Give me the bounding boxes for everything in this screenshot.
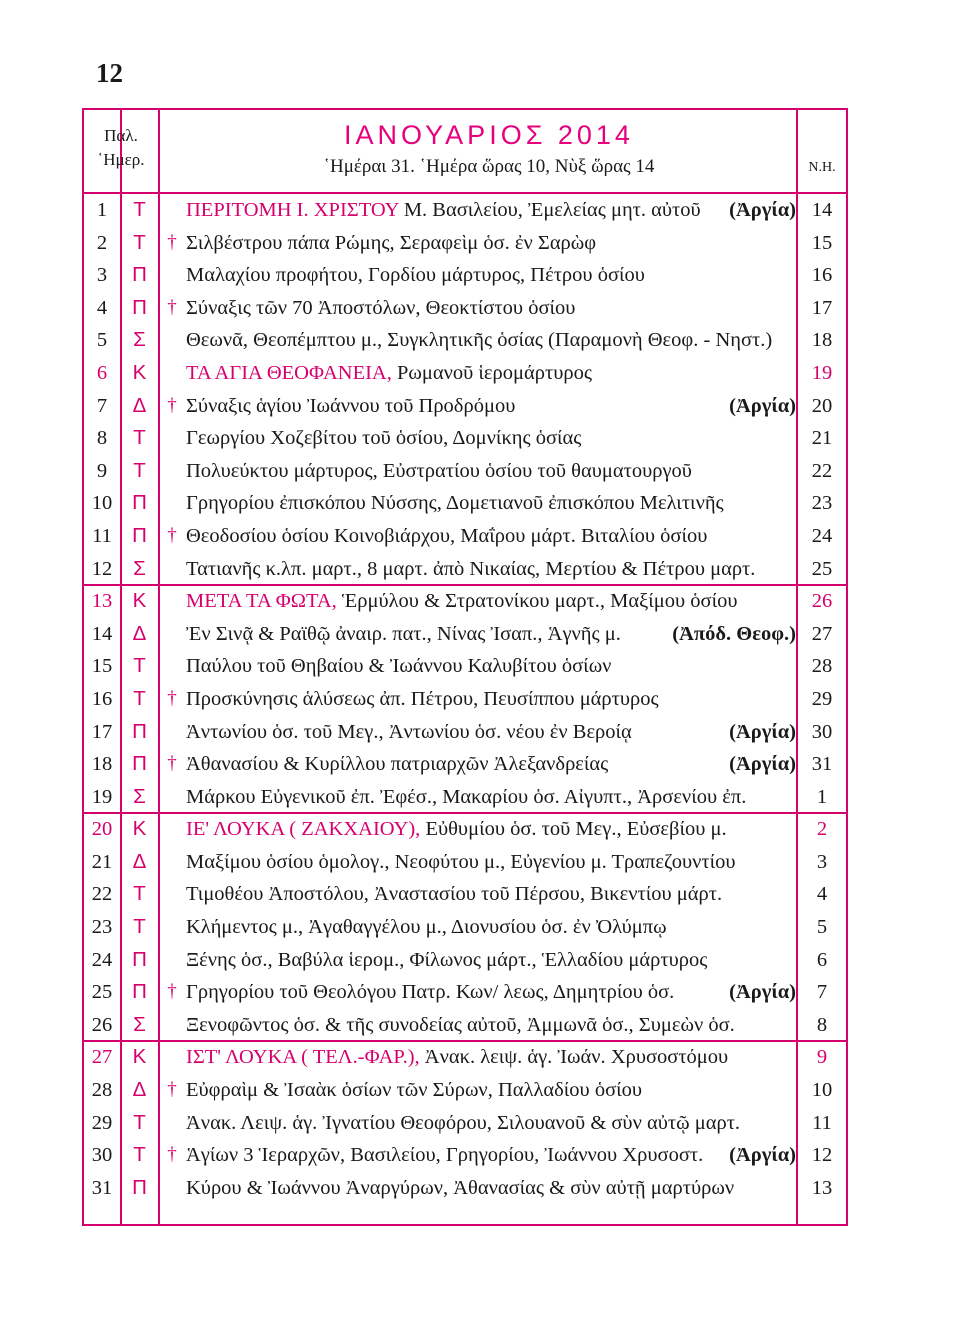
day-number: 21 — [91, 850, 113, 873]
weekday-letter: Τ — [133, 426, 146, 450]
saints-names: Κύρου & Ἰωάννου Ἀναργύρων, Ἀθανασίας & σὺν αὐτῇ μαρτύρων — [186, 1176, 735, 1199]
holiday-note: (Ἀργία) — [729, 720, 796, 743]
saints-names: Ἀντωνίου ὁσ. τοῦ Μεγ., Ἀντωνίου ὁσ. νέου ἐν Βεροίᾳ — [186, 720, 632, 743]
saints-text — [186, 553, 782, 586]
calendar-row — [84, 259, 846, 292]
calendar-row — [84, 748, 846, 781]
day-number: 29 — [91, 1111, 113, 1134]
cross-icon: † — [167, 394, 177, 416]
saints-text — [186, 813, 782, 846]
saints-names: Προσκύνησις ἁλύσεως ἀπ. Πέτρου, Πευσίππου μάρτυρος — [186, 687, 659, 710]
saints-text — [186, 976, 782, 1009]
day-number: 15 — [91, 655, 113, 678]
day-number: 20 — [91, 818, 113, 841]
day-number: 8 — [96, 427, 108, 450]
cross-icon: † — [167, 1144, 177, 1166]
saints-text — [186, 585, 782, 618]
new-date-number: 20 — [811, 394, 833, 417]
new-date-number: 15 — [811, 231, 833, 254]
holiday-note: (Ἀργία) — [729, 981, 796, 1004]
feast-title: ΜΕΤΑ ΤΑ ΦΩΤΑ, — [186, 590, 337, 613]
new-date-number: 11 — [812, 1111, 832, 1134]
saints-text — [186, 748, 782, 781]
new-date-number: 13 — [811, 1176, 833, 1199]
calendar-row — [84, 781, 846, 814]
cross-icon: † — [167, 687, 177, 709]
calendar-row — [84, 585, 846, 618]
day-number: 26 — [91, 1013, 113, 1036]
saints-text — [186, 357, 782, 390]
saints-text — [186, 487, 782, 520]
saints-text — [186, 716, 782, 749]
saints-text — [186, 324, 782, 357]
saints-text — [186, 781, 782, 814]
weekday-letter: Π — [132, 980, 147, 1004]
new-date-number: 5 — [816, 916, 828, 939]
cross-icon: † — [167, 524, 177, 546]
new-date-number: 10 — [811, 1079, 833, 1102]
calendar-row — [84, 618, 846, 651]
weekday-letter: Τ — [133, 230, 146, 254]
weekday-letter: Π — [132, 491, 147, 515]
calendar-row — [84, 487, 846, 520]
new-date-number: 12 — [811, 1144, 833, 1167]
day-number: 27 — [91, 1046, 113, 1069]
new-date-number: 14 — [811, 199, 833, 221]
saints-text — [186, 1139, 782, 1172]
day-number: 2 — [96, 231, 108, 254]
day-number: 5 — [96, 329, 108, 352]
weekday-letter: Π — [132, 947, 147, 971]
saints-names: Μαλαχίου προφήτου, Γορδίου μάρτυρος, Πέτρου ὁσίου — [186, 264, 645, 287]
holiday-note: (Ἀργία) — [729, 1144, 796, 1167]
weekday-letter: Π — [132, 295, 147, 319]
day-number: 10 — [91, 492, 113, 515]
weekday-letter: Τ — [133, 1143, 146, 1167]
saints-text — [186, 1041, 782, 1074]
saints-names: Ἐν Σινᾷ & Ραϊθῷ ἀναιρ. πατ., Νίνας Ἰσαπ., Ἁγνῆς μ. — [186, 622, 621, 645]
saints-names: Ἀθανασίου & Κυρίλλου πατριαρχῶν Ἀλεξανδρείας — [186, 753, 609, 776]
weekday-letter: Σ — [133, 1012, 146, 1036]
day-number: 6 — [96, 361, 108, 384]
day-number: 7 — [96, 394, 108, 417]
calendar-row — [84, 944, 846, 977]
weekday-letter: Τ — [133, 915, 146, 939]
saints-names: Γρηγορίου τοῦ Θεολόγου Πατρ. Κων/ λεως, Δημητρίου ὁσ. — [186, 981, 675, 1004]
saints-text — [186, 683, 782, 716]
new-date-number: 17 — [811, 296, 833, 319]
day-number: 19 — [91, 785, 113, 808]
saints-names: Παύλου τοῦ Θηβαίου & Ἰωάννου Καλυβίτου ὁσίων — [186, 655, 612, 678]
day-number: 22 — [91, 883, 113, 906]
saints-names: Ἀνακ. Λειψ. ἁγ. Ἰγνατίου Θεοφόρου, Σιλουανοῦ & σὺν αὐτῷ μαρτ. — [186, 1111, 741, 1134]
new-date-number: 22 — [811, 459, 833, 482]
calendar-row — [84, 390, 846, 423]
calendar-row — [84, 422, 846, 455]
feast-title: ΤΑ ΑΓΙΑ ΘΕΟΦΑΝΕΙΑ, — [186, 361, 392, 384]
saints-names: Εὐφραὶμ & Ἰσαὰκ ὁσίων τῶν Σύρων, Παλλαδίου ὁσίου — [186, 1079, 643, 1102]
day-number: 24 — [91, 948, 113, 971]
new-date-number: 25 — [811, 557, 833, 580]
day-number: 31 — [91, 1176, 113, 1199]
saints-text — [186, 944, 782, 977]
new-date-number: 2 — [816, 818, 828, 841]
saints-text — [186, 1172, 782, 1205]
saints-names: Γεωργίου Χοζεβίτου τοῦ ὁσίου, Δομνίκης ὁσίας — [186, 427, 582, 450]
saints-text — [186, 292, 782, 325]
calendar-row — [84, 520, 846, 553]
new-date-number: 16 — [811, 264, 833, 287]
new-date-number: 6 — [816, 948, 828, 971]
calendar-row — [84, 976, 846, 1009]
saints-text — [186, 455, 782, 488]
saints-names: Σύναξις τῶν 70 Ἀποστόλων, Θεοκτίστου ὁσίου — [186, 296, 576, 319]
saints-names: Ἀνακ. λειψ. ἁγ. Ἰωάν. Χρυσοστόμου — [419, 1046, 729, 1069]
new-date-number: 29 — [811, 687, 833, 710]
new-date-number: 9 — [816, 1046, 828, 1069]
saints-text — [186, 1074, 782, 1107]
saints-names: Μ. Βασιλείου, Ἐμελείας μητ. αὐτοῦ — [398, 199, 701, 221]
calendar-row — [84, 553, 846, 586]
saints-text — [186, 227, 782, 260]
weekday-letter: Δ — [132, 849, 147, 873]
header-old-date — [84, 124, 158, 172]
day-number: 30 — [91, 1144, 113, 1167]
calendar-row — [84, 227, 846, 260]
weekday-letter: Τ — [133, 686, 146, 710]
day-number: 3 — [96, 264, 108, 287]
holiday-note: (Ἀργία) — [729, 394, 796, 417]
weekday-letter: Τ — [133, 1110, 146, 1134]
saints-names: Θεωνᾶ, Θεοπέμπτου μ., Συγκλητικῆς ὁσίας (Παραμονὴ Θεοφ. - Νηστ.) — [186, 329, 773, 352]
weekday-letter: Τ — [133, 458, 146, 482]
weekday-letter: Δ — [132, 1078, 147, 1102]
new-date-number: 24 — [811, 524, 833, 547]
saints-text — [186, 846, 782, 879]
day-number: 13 — [91, 590, 113, 613]
holiday-note: (Ἀργία) — [729, 199, 796, 221]
calendar-row — [84, 357, 846, 390]
weekday-letter: Τ — [133, 654, 146, 678]
new-date-number: 8 — [816, 1013, 828, 1036]
new-date-number: 23 — [811, 492, 833, 515]
saints-text — [186, 520, 782, 553]
header-old-line2: ῾Ημερ. — [97, 150, 145, 169]
saints-names: Ἑρμύλου & Στρατονίκου μαρτ., Μαξίμου ὁσίου — [336, 590, 738, 613]
holiday-note: (Ἀπόδ. Θεοφ.) — [672, 622, 796, 645]
feast-title: ΙΕ' ΛΟΥΚΑ ( ΖΑΚΧΑΙΟΥ), — [186, 818, 421, 841]
day-number: 14 — [91, 622, 113, 645]
new-date-number: 31 — [811, 753, 833, 776]
weekday-letter: Κ — [132, 817, 147, 841]
calendar-row — [84, 650, 846, 683]
calendar-row — [84, 1139, 846, 1172]
saints-text — [186, 911, 782, 944]
day-number: 1 — [96, 199, 108, 221]
new-date-number: 28 — [811, 655, 833, 678]
feast-title: ΙΣΤ' ΛΟΥΚΑ ( ΤΕΛ.-ΦΑΡ.), — [186, 1046, 420, 1069]
day-number: 18 — [91, 753, 113, 776]
weekday-letter: Κ — [132, 1045, 147, 1069]
calendar-row — [84, 878, 846, 911]
cross-icon: † — [167, 753, 177, 775]
saints-text — [186, 390, 782, 423]
calendar-table — [82, 108, 848, 1226]
day-number: 16 — [91, 687, 113, 710]
saints-names: Ρωμανοῦ ἱερομάρτυρος — [391, 361, 592, 384]
saints-text — [186, 194, 782, 227]
calendar-row — [84, 1074, 846, 1107]
day-number: 11 — [92, 524, 112, 547]
saints-names: Σιλβέστρου πάπα Ρώμης, Σεραφεὶμ ὁσ. ἐν Σαρὼφ — [186, 231, 597, 254]
calendar-row — [84, 324, 846, 357]
new-date-number: 3 — [816, 850, 828, 873]
calendar-row — [84, 1107, 846, 1140]
new-date-number: 26 — [811, 590, 833, 613]
day-number: 28 — [91, 1079, 113, 1102]
saints-names: Μάρκου Εὐγενικοῦ ἐπ. Ἐφέσ., Μακαρίου ὁσ. Αἰγυπτ., Ἀρσενίου ἐπ. — [186, 785, 747, 808]
day-number: 17 — [91, 720, 113, 743]
new-date-number: 30 — [811, 720, 833, 743]
saints-names: Ξενοφῶντος ὁσ. & τῆς συνοδείας αὐτοῦ, Ἀμμωνᾶ ὁσ., Συμεὼν ὁσ. — [186, 1013, 735, 1036]
saints-names: Ξένης ὁσ., Βαβύλα ἱερομ., Φίλωνος μάρτ., Ἑλλαδίου μάρτυρος — [186, 948, 708, 971]
weekday-letter: Π — [132, 263, 147, 287]
header-old-line1: Παλ. — [104, 126, 138, 145]
saints-names: Κλήμεντος μ., Ἀγαθαγγέλου μ., Διονυσίου ὁσ. ἐν Ὀλύμπῳ — [186, 916, 667, 939]
calendar-row — [84, 194, 846, 227]
saints-names: Τατιανῆς κ.λπ. μαρτ., 8 μαρτ. ἀπὸ Νικαίας, Μερτίου & Πέτρου μαρτ. — [186, 557, 756, 580]
calendar-rows — [84, 194, 846, 1204]
weekday-letter: Π — [132, 752, 147, 776]
calendar-row — [84, 1172, 846, 1205]
new-date-number: 4 — [816, 883, 828, 906]
weekday-letter: Σ — [133, 328, 146, 352]
calendar-row — [84, 813, 846, 846]
new-date-number: 7 — [816, 981, 828, 1004]
day-number: 4 — [96, 296, 108, 319]
new-date-number: 18 — [811, 329, 833, 352]
cross-icon: † — [167, 296, 177, 318]
page-number: 12 — [96, 58, 123, 88]
saints-text — [186, 878, 782, 911]
day-number: 23 — [91, 916, 113, 939]
new-date-number: 27 — [811, 622, 833, 645]
cross-icon: † — [167, 231, 177, 253]
day-number: 9 — [96, 459, 108, 482]
calendar-row — [84, 1009, 846, 1042]
saints-names: Πολυεύκτου μάρτυρος, Εὐστρατίου ὁσίου τοῦ θαυματουργοῦ — [186, 459, 692, 482]
holiday-note: (Ἀργία) — [729, 753, 796, 776]
calendar-row — [84, 716, 846, 749]
saints-text — [186, 650, 782, 683]
calendar-row — [84, 292, 846, 325]
weekday-letter: Π — [132, 1175, 147, 1199]
calendar-row — [84, 683, 846, 716]
weekday-letter: Δ — [132, 621, 147, 645]
calendar-row — [84, 846, 846, 879]
calendar-row — [84, 455, 846, 488]
saints-names: Θεοδοσίου ὁσίου Κοινοβιάρχου, Μαΐρου μάρτ. Βιταλίου ὁσίου — [186, 524, 708, 547]
weekday-letter: Π — [132, 523, 147, 547]
cross-icon: † — [167, 981, 177, 1003]
month-title: ΙΑΝΟΥΑΡΙΟΣ 2014 — [344, 120, 634, 150]
saints-names: Τιμοθέου Ἀποστόλου, Ἀναστασίου τοῦ Πέρσου, Βικεντίου μάρτ. — [186, 883, 723, 906]
weekday-letter: Δ — [132, 393, 147, 417]
saints-text — [186, 1107, 782, 1140]
weekday-letter: Σ — [133, 556, 146, 580]
saints-text — [186, 259, 782, 292]
header-new-date: Ν.Η. — [808, 160, 836, 175]
weekday-letter: Τ — [133, 882, 146, 906]
saints-names: Εὐθυμίου ὁσ. τοῦ Μεγ., Εὐσεβίου μ. — [420, 818, 727, 841]
calendar-row — [84, 1041, 846, 1074]
saints-text — [186, 422, 782, 455]
day-number: 25 — [91, 981, 113, 1004]
cross-icon: † — [167, 1079, 177, 1101]
saints-text — [186, 1009, 782, 1042]
month-subtitle: ῾Ημέραι 31. ῾Ημέρα ὥρας 10, Νὺξ ὥρας 14 — [323, 156, 655, 177]
new-date-number: 21 — [811, 427, 833, 450]
weekday-letter: Κ — [132, 360, 147, 384]
new-date-number: 1 — [816, 785, 828, 808]
saints-names: Μαξίμου ὁσίου ὁμολογ., Νεοφύτου μ., Εὐγενίου μ. Τραπεζουντίου — [186, 850, 736, 873]
day-number: 12 — [91, 557, 113, 580]
calendar-row — [84, 911, 846, 944]
weekday-letter: Τ — [133, 198, 146, 221]
feast-title: ΠΕΡΙΤΟΜΗ Ι. ΧΡΙΣΤΟΥ — [186, 199, 399, 221]
new-date-number: 19 — [811, 361, 833, 384]
saints-names: Ἁγίων 3 Ἱεραρχῶν, Βασιλείου, Γρηγορίου, Ἰωάννου Χρυσοστ. — [186, 1144, 704, 1167]
weekday-letter: Σ — [133, 784, 146, 808]
weekday-letter: Π — [132, 719, 147, 743]
weekday-letter: Κ — [132, 589, 147, 613]
saints-names: Γρηγορίου ἐπισκόπου Νύσσης, Δομετιανοῦ ἐπισκόπου Μελιτινῆς — [186, 492, 724, 515]
saints-names: Σύναξις ἁγίου Ἰωάννου τοῦ Προδρόμου — [186, 394, 516, 417]
